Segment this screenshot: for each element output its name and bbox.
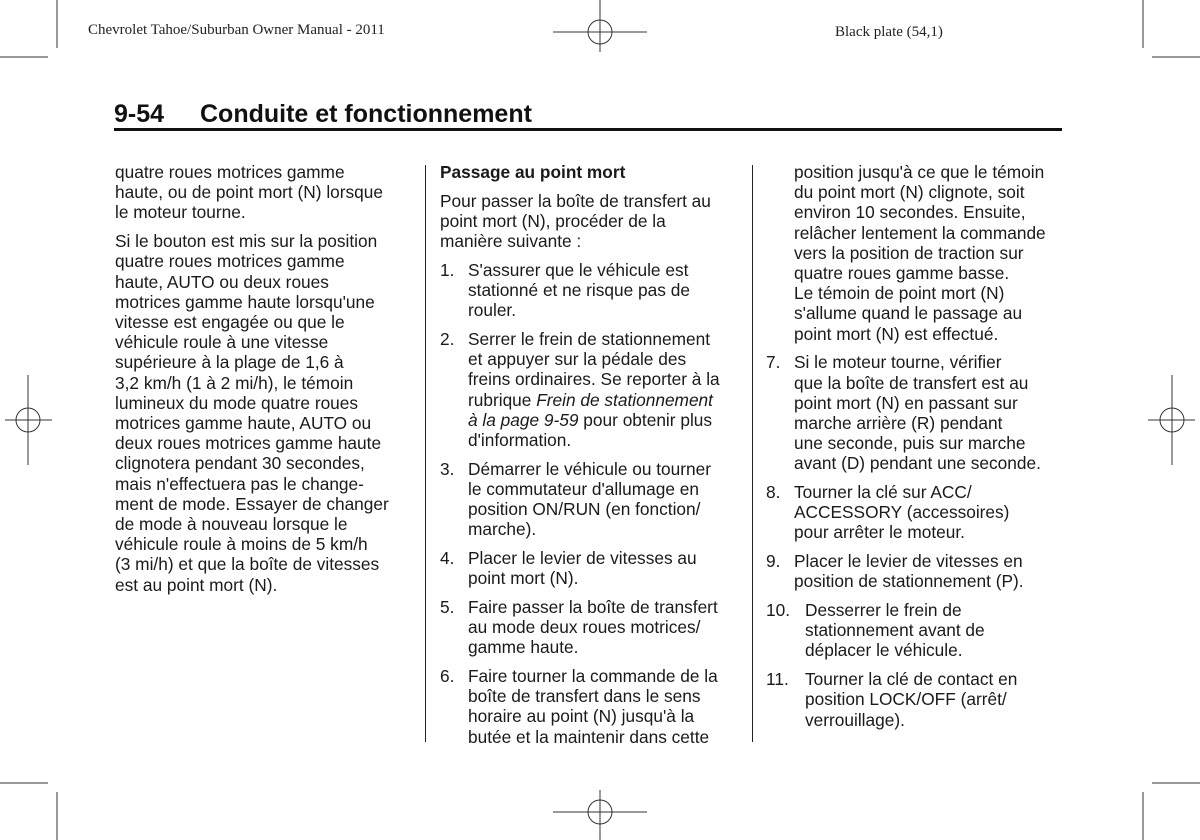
list-item xyxy=(440,260,740,321)
text-line: de mode à nouveau lorsque le xyxy=(115,513,348,534)
text-line: le commutateur d'allumage en xyxy=(468,478,699,499)
text-line: haute, AUTO ou deux roues xyxy=(115,271,329,292)
column-1 xyxy=(115,162,410,603)
subsection-heading: Passage au point mort xyxy=(440,162,626,182)
list-item-continuation xyxy=(794,283,1066,344)
list-number: 9. xyxy=(766,551,781,572)
text-line: vitesse est engagée ou que le xyxy=(115,311,345,332)
list-item xyxy=(766,600,1066,661)
list-number: 7. xyxy=(766,352,781,373)
text-line-with-link xyxy=(468,390,740,410)
text-line: position ON/RUN (en fonction/ xyxy=(468,499,701,520)
column-2 xyxy=(440,162,740,755)
text-line: Tourner la clé de contact en xyxy=(805,669,1018,690)
text-line: quatre roues motrices gamme xyxy=(115,162,345,182)
text-line: du point mort (N) clignote, soit xyxy=(794,182,1025,203)
list-number: 10. xyxy=(766,600,791,621)
text-line: Si le bouton est mis sur la position xyxy=(115,231,378,252)
text-line: avant (D) pendant une seconde. xyxy=(794,453,1041,474)
text-line: Si le moteur tourne, vérifier xyxy=(794,352,1002,373)
list-item xyxy=(766,352,1066,473)
text-line: Serrer le frein de stationnement xyxy=(468,328,711,349)
list-item xyxy=(440,329,740,450)
text-line: boîte de transfert dans le sens xyxy=(468,686,701,707)
list-item xyxy=(440,548,740,588)
text-fragment: rubrique xyxy=(468,389,537,410)
text-line: motrices gamme haute, AUTO ou xyxy=(115,412,372,433)
text-line: Le témoin de point mort (N) xyxy=(794,283,1005,304)
text-line: ment de mode. Essayer de changer xyxy=(115,493,389,514)
text-line-with-link xyxy=(468,410,740,430)
text-line: point mort (N). xyxy=(468,568,579,589)
text-line: marche arrière (R) pendant xyxy=(794,412,1003,433)
list-number: 3. xyxy=(440,458,455,479)
text-line: d'information. xyxy=(468,429,572,450)
list-number: 11. xyxy=(766,669,789,690)
text-line: et appuyer sur la pédale des xyxy=(468,349,687,370)
text-line: gamme haute. xyxy=(468,637,579,658)
list-item xyxy=(440,666,740,747)
text-line: point mort (N) en passant sur xyxy=(794,392,1018,413)
text-line: point mort (N) est effectué. xyxy=(794,323,999,344)
text-line: vers la position de traction sur xyxy=(794,242,1024,263)
column-divider xyxy=(752,165,753,742)
text-line: position LOCK/OFF (arrêt/ xyxy=(805,689,1007,710)
paragraph xyxy=(440,191,740,252)
text-line: stationné et ne risque pas de xyxy=(468,280,690,301)
text-line: Faire passer la boîte de transfert xyxy=(468,596,718,617)
text-line: au mode deux roues motrices/ xyxy=(468,617,701,638)
paragraph xyxy=(115,162,410,223)
text-line: que la boîte de transfert est au xyxy=(794,372,1029,393)
text-line: Placer le levier de vitesses au xyxy=(468,547,697,568)
cross-reference-link[interactable]: Frein de stationnement xyxy=(536,389,713,410)
text-line: véhicule roule à moins de 5 km/h xyxy=(115,534,368,555)
text-line: position jusqu'à ce que le témoin xyxy=(794,162,1045,182)
column-3 xyxy=(766,162,1066,738)
text-line: manière suivante : xyxy=(440,231,582,252)
text-line: lumineux du mode quatre roues xyxy=(115,392,359,413)
text-line: Desserrer le frein de xyxy=(805,600,962,621)
text-line: point mort (N), procéder de la xyxy=(440,210,666,231)
text-line: pour arrêter le moteur. xyxy=(794,522,965,543)
text-line: deux roues motrices gamme haute xyxy=(115,433,382,454)
text-line: quatre roues motrices gamme xyxy=(115,251,345,272)
list-item xyxy=(766,669,1066,730)
text-line: clignotera pendant 30 secondes, xyxy=(115,453,365,474)
list-item-continuation xyxy=(794,162,1066,283)
header-rule xyxy=(114,128,1062,131)
text-line: marche). xyxy=(468,519,537,540)
list-number: 1. xyxy=(440,259,455,280)
list-number: 8. xyxy=(766,482,781,503)
text-line: environ 10 secondes. Ensuite, xyxy=(794,202,1026,223)
text-line: Placer le levier de vitesses en xyxy=(794,551,1023,572)
paragraph xyxy=(115,231,410,595)
text-line: Tourner la clé sur ACC/ xyxy=(794,482,972,503)
print-header-left: Chevrolet Tahoe/Suburban Owner Manual - 2011 xyxy=(88,22,385,38)
list-number: 4. xyxy=(440,547,455,568)
section-title: Conduite et fonctionnement xyxy=(200,100,532,128)
text-line: 3,2 km/h (1 à 2 mi/h), le témoin xyxy=(115,372,354,393)
text-line: (3 mi/h) et que la boîte de vitesses xyxy=(115,554,380,575)
text-line: quatre roues gamme basse. xyxy=(794,263,1010,284)
text-line: verrouillage). xyxy=(805,709,905,730)
text-line: Démarrer le véhicule ou tourner xyxy=(468,458,712,479)
print-header-right: Black plate (54,1) xyxy=(835,24,943,40)
list-number: 2. xyxy=(440,328,455,349)
text-line: une seconde, puis sur marche xyxy=(794,433,1026,454)
text-line: Pour passer la boîte de transfert au xyxy=(440,190,711,211)
text-line: est au point mort (N). xyxy=(115,574,278,595)
text-fragment: pour obtenir plus xyxy=(578,409,713,430)
text-line: stationnement avant de xyxy=(805,620,985,641)
text-line: relâcher lentement la commande xyxy=(794,222,1046,243)
text-line: rouler. xyxy=(468,300,517,321)
text-line: supérieure à la plage de 1,6 à xyxy=(115,352,344,373)
list-item xyxy=(440,459,740,540)
list-item xyxy=(440,597,740,658)
text-line: motrices gamme haute lorsqu'une xyxy=(115,291,375,312)
list-item xyxy=(766,551,1066,591)
list-item xyxy=(766,482,1066,543)
text-line: horaire au point (N) jusqu'à la xyxy=(468,706,695,727)
text-line: le moteur tourne. xyxy=(115,202,246,223)
text-line: mais n'effectuera pas le change- xyxy=(115,473,364,494)
page-number: 9-54 xyxy=(114,100,165,128)
text-line: déplacer le véhicule. xyxy=(805,640,963,661)
text-line: haute, ou de point mort (N) lorsque xyxy=(115,182,384,203)
text-line: freins ordinaires. Se reporter à la xyxy=(468,369,720,390)
text-line: véhicule roule à une vitesse xyxy=(115,332,329,353)
list-number: 6. xyxy=(440,665,455,686)
text-line: S'assurer que le véhicule est xyxy=(468,259,689,280)
text-line: position de stationnement (P). xyxy=(794,571,1024,592)
text-line: ACCESSORY (accessoires) xyxy=(794,502,1010,523)
text-line: butée et la maintenir dans cette xyxy=(468,726,710,747)
column-divider xyxy=(425,165,426,742)
text-line: s'allume quand le passage au xyxy=(794,303,1023,324)
text-line: Faire tourner la commande de la xyxy=(468,665,718,686)
cross-reference-link[interactable]: à la page 9‑59 xyxy=(468,409,579,430)
list-number: 5. xyxy=(440,596,455,617)
